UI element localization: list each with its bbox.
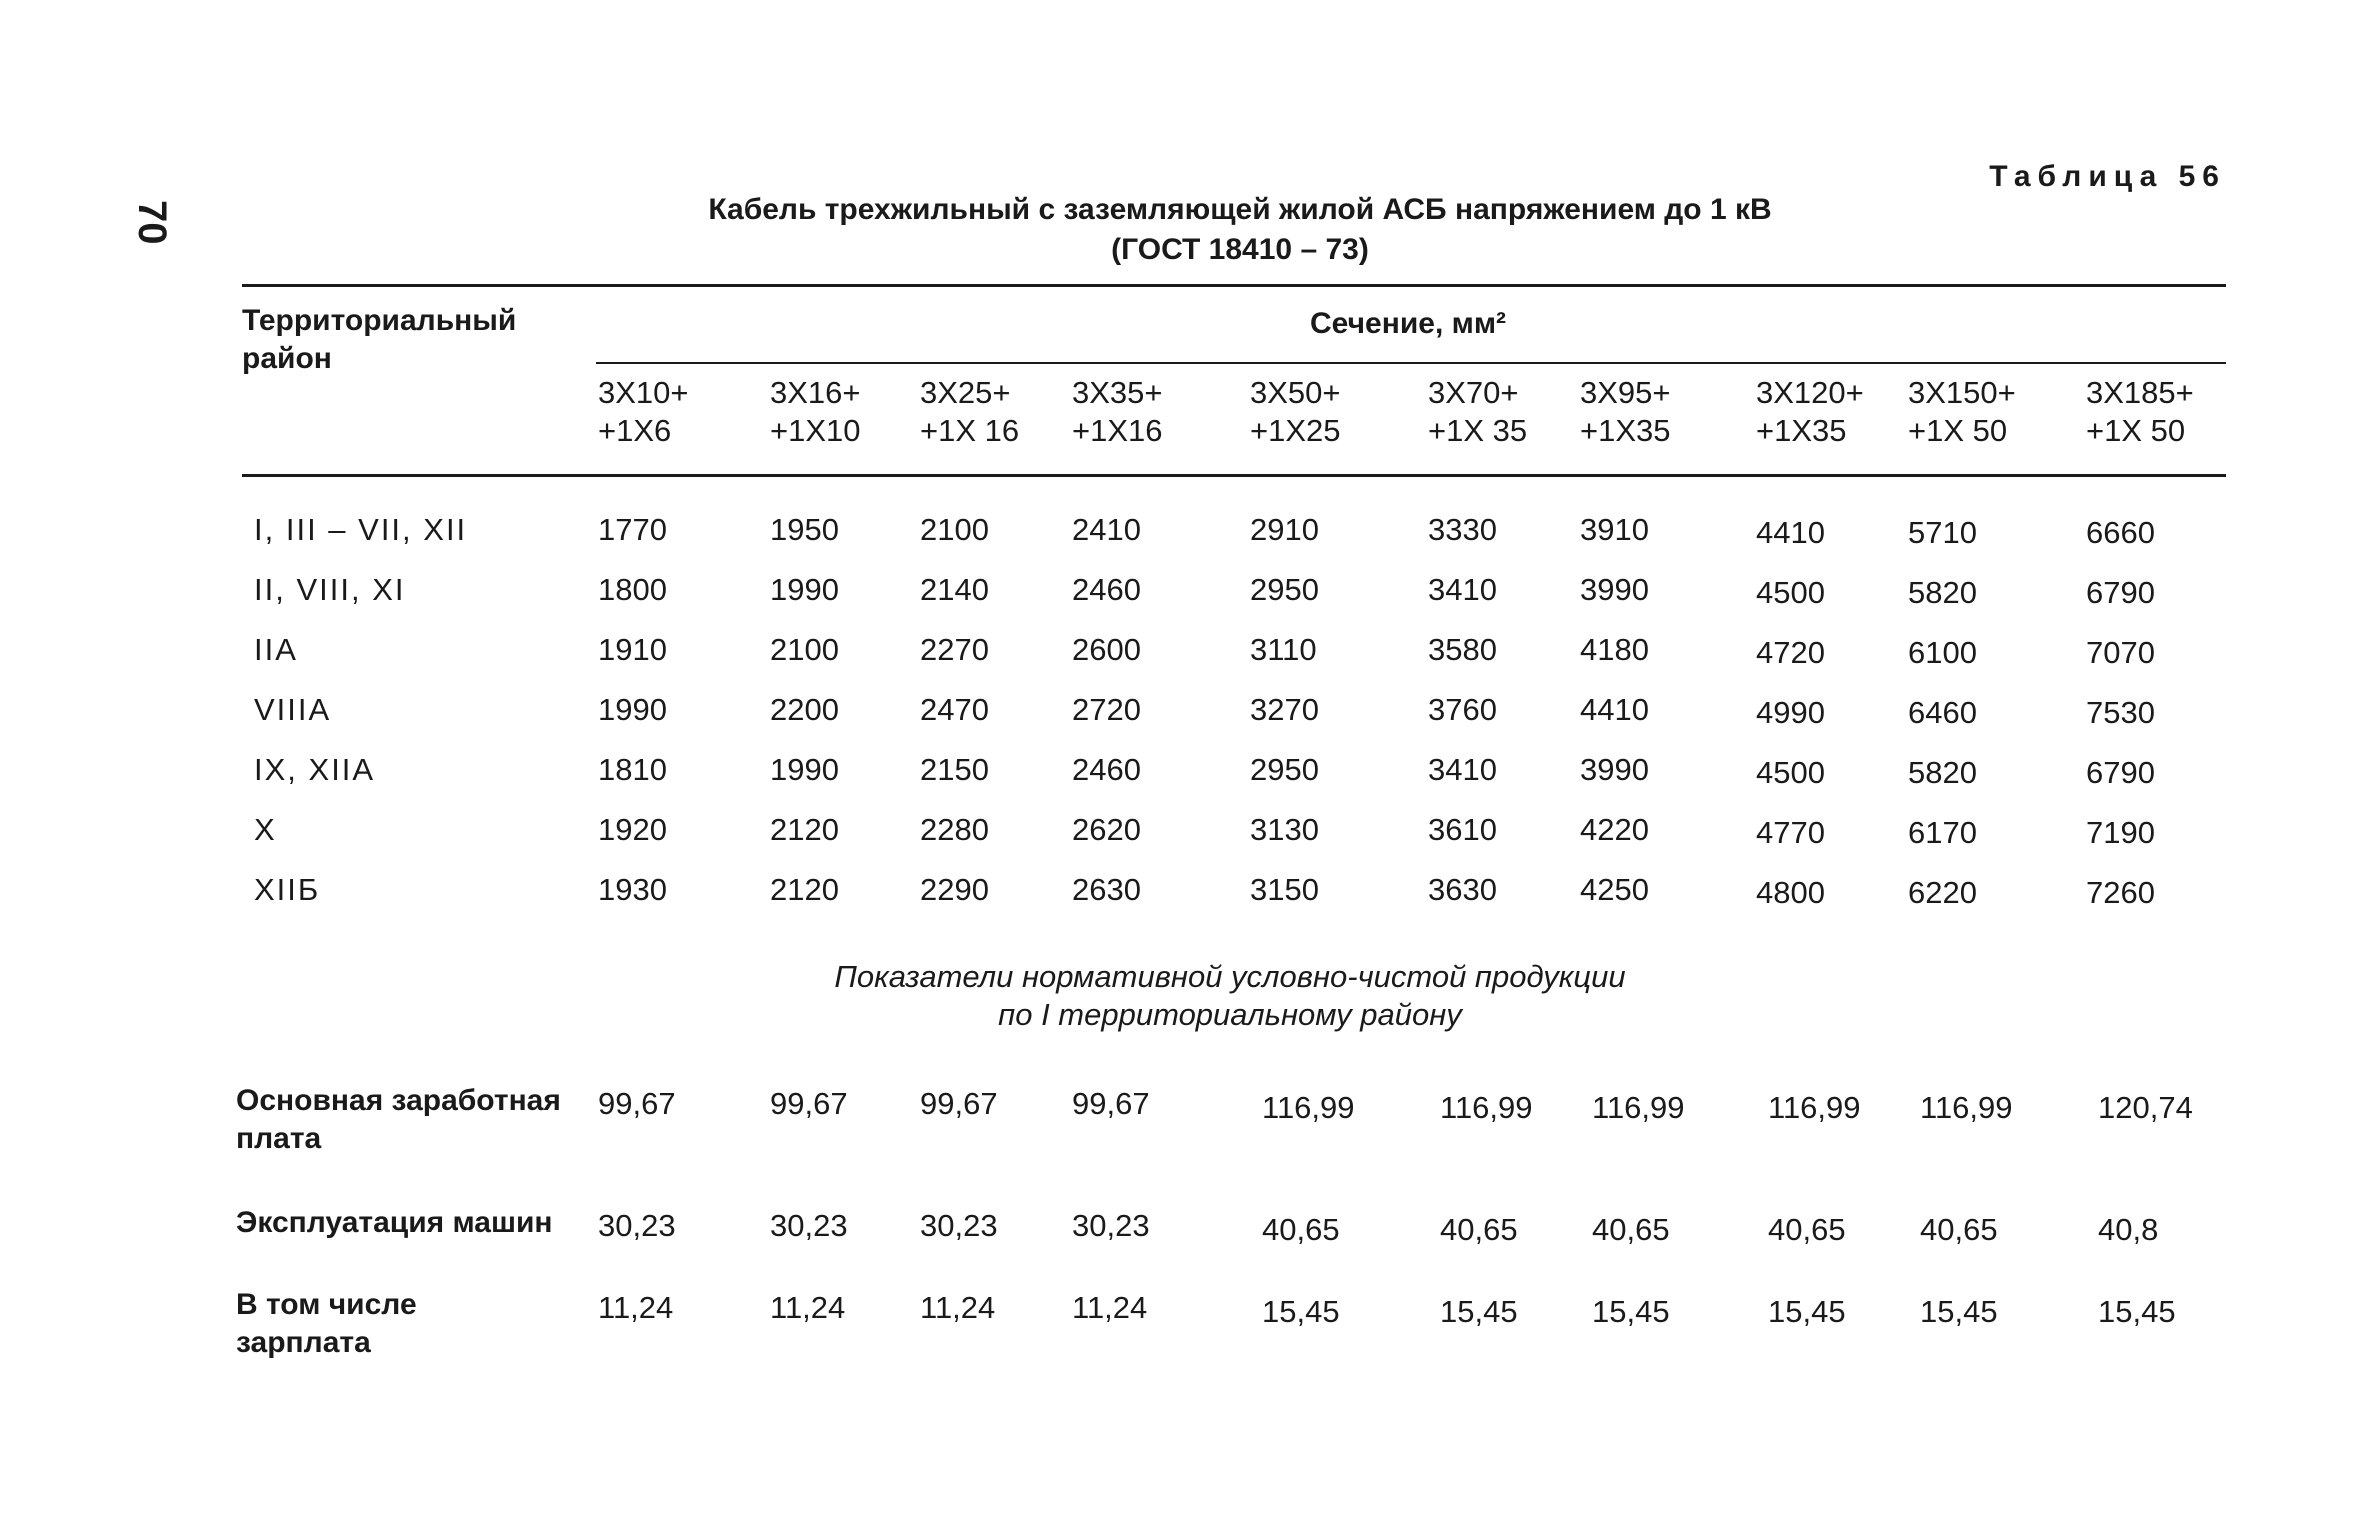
top-rule: [242, 284, 2226, 287]
table-cell: 4250: [1580, 872, 1649, 907]
column-header-line-2: +1Х 50: [1908, 413, 2008, 448]
indicator-cell: 116,99: [1592, 1090, 1685, 1125]
table-cell: 4800: [1756, 875, 1825, 910]
section-header: Сечение, мм²: [1310, 307, 1506, 340]
column-header-line-1: 3Х16+: [770, 375, 861, 410]
subtitle-line-1: Показатели нормативной условно-чистой продукции: [834, 959, 1626, 994]
page-number: 70: [130, 200, 174, 245]
indicator-label-line-2: плата: [236, 1122, 322, 1155]
table-cell: 4500: [1756, 575, 1825, 610]
indicator-cell: 40,65: [1920, 1212, 1998, 1247]
column-header: [1250, 374, 1341, 450]
indicator-cell: 116,99: [1262, 1090, 1355, 1125]
indicator-cell: 30,23: [770, 1208, 848, 1243]
table-cell: 3110: [1250, 632, 1317, 667]
title-line-2: (ГОСТ 18410 – 73): [1111, 233, 1369, 266]
table-cell: 6170: [1908, 815, 1977, 850]
column-header-line-1: 3Х185+: [2086, 375, 2194, 410]
indicator-cell: 120,74: [2098, 1090, 2193, 1125]
column-header-line-2: +1Х 50: [2086, 413, 2186, 448]
column-header-line-1: 3Х120+: [1756, 375, 1864, 410]
column-header: [1756, 374, 1864, 450]
column-header: [770, 374, 861, 450]
subtitle-line-2: по I территориальному району: [998, 997, 1462, 1032]
column-header-line-2: +1Х 35: [1428, 413, 1528, 448]
table-cell: 2950: [1250, 752, 1319, 787]
table-cell: 2270: [920, 632, 989, 667]
table-cell: 1770: [598, 512, 667, 547]
district-header-line-2: район: [242, 342, 332, 375]
table-cell: 3610: [1428, 812, 1497, 847]
table-cell: 3270: [1250, 692, 1319, 727]
table-cell: 7190: [2086, 815, 2155, 850]
table-cell: 2120: [770, 812, 839, 847]
column-header: [920, 374, 1019, 450]
table-cell: 7260: [2086, 875, 2155, 910]
table-cell: 2950: [1250, 572, 1319, 607]
indicator-cell: 30,23: [920, 1208, 998, 1243]
column-header-line-1: 3Х70+: [1428, 375, 1519, 410]
indicator-cell: 99,67: [770, 1086, 848, 1121]
indicator-cell: 40,65: [1262, 1212, 1340, 1247]
table-cell: 1990: [598, 692, 667, 727]
indicator-cell: 15,45: [1262, 1294, 1340, 1329]
column-header: [2086, 374, 2194, 450]
table-cell: 2150: [920, 752, 989, 787]
indicator-label: [236, 1204, 553, 1242]
row-label: X: [254, 812, 277, 847]
column-header-line-1: 3Х150+: [1908, 375, 2016, 410]
column-header: [1428, 374, 1527, 450]
indicator-cell: 116,99: [1768, 1090, 1861, 1125]
indicator-cell: 40,65: [1440, 1212, 1518, 1247]
table-cell: 2620: [1072, 812, 1141, 847]
table-cell: 6790: [2086, 575, 2155, 610]
column-header-line-2: +1Х 16: [920, 413, 1020, 448]
table-cell: 4220: [1580, 812, 1649, 847]
indicator-cell: 11,24: [598, 1290, 674, 1325]
row-label: II, VIII, XI: [254, 572, 406, 607]
table-cell: 4720: [1756, 635, 1825, 670]
table-cell: 7530: [2086, 695, 2155, 730]
table-cell: 3760: [1428, 692, 1497, 727]
table-cell: 4770: [1756, 815, 1825, 850]
indicator-cell: 40,8: [2098, 1212, 2159, 1247]
table-cell: 2120: [770, 872, 839, 907]
section-rule: [596, 362, 2226, 364]
table-cell: 1950: [770, 512, 839, 547]
indicator-cell: 99,67: [920, 1086, 998, 1121]
table-cell: 3410: [1428, 752, 1497, 787]
indicator-cell: 99,67: [1072, 1086, 1150, 1121]
indicator-cell: 15,45: [1768, 1294, 1846, 1329]
table-cell: 1990: [770, 752, 839, 787]
indicator-cell: 116,99: [1920, 1090, 2013, 1125]
row-label: I, III – VII, XII: [254, 512, 468, 547]
table-cell: 2600: [1072, 632, 1141, 667]
indicators-subtitle: [640, 958, 1820, 1034]
table-cell: 2100: [920, 512, 989, 547]
district-header-line-1: Территориальный: [242, 304, 517, 337]
indicator-cell: 99,67: [598, 1086, 676, 1121]
table-cell: 3580: [1428, 632, 1497, 667]
column-header-line-2: +1Х10: [770, 413, 861, 448]
table-cell: 2460: [1072, 752, 1141, 787]
title-line-1: Кабель трехжильный с заземляющей жилой АСБ напряжением до 1 кВ: [708, 193, 1772, 226]
table-cell: 6460: [1908, 695, 1977, 730]
table-cell: 6660: [2086, 515, 2155, 550]
indicator-cell: 40,65: [1592, 1212, 1670, 1247]
table-cell: 2280: [920, 812, 989, 847]
table-cell: 2410: [1072, 512, 1141, 547]
column-header-line-1: 3Х25+: [920, 375, 1011, 410]
table-cell: 2140: [920, 572, 989, 607]
table-cell: 3990: [1580, 752, 1649, 787]
table-cell: 2630: [1072, 872, 1141, 907]
column-header-line-1: 3Х10+: [598, 375, 689, 410]
indicator-label: [236, 1082, 561, 1158]
row-label: IX, XIIА: [254, 752, 376, 787]
column-header-line-1: 3Х95+: [1580, 375, 1671, 410]
table-cell: 3410: [1428, 572, 1497, 607]
indicator-label: [236, 1286, 417, 1362]
indicator-label-line-1: В том числе: [236, 1288, 417, 1321]
column-header-line-2: +1Х25: [1250, 413, 1341, 448]
table-cell: 3630: [1428, 872, 1497, 907]
table-cell: 2100: [770, 632, 839, 667]
table-cell: 4990: [1756, 695, 1825, 730]
column-header: [1580, 374, 1671, 450]
table-cell: 2910: [1250, 512, 1319, 547]
table-cell: 3130: [1250, 812, 1319, 847]
table-cell: 1930: [598, 872, 667, 907]
indicator-cell: 11,24: [770, 1290, 846, 1325]
indicator-cell: 11,24: [920, 1290, 996, 1325]
table-cell: 3330: [1428, 512, 1497, 547]
indicator-cell: 15,45: [1440, 1294, 1518, 1329]
header-bottom-rule: [242, 474, 2226, 477]
row-label: VIIIА: [254, 692, 332, 727]
table-cell: 1920: [598, 812, 667, 847]
table-cell: 6790: [2086, 755, 2155, 790]
table-cell: 2470: [920, 692, 989, 727]
table-cell: 2720: [1072, 692, 1141, 727]
column-header: [598, 374, 689, 450]
table-cell: 6220: [1908, 875, 1977, 910]
table-cell: 6100: [1908, 635, 1977, 670]
table-cell: 7070: [2086, 635, 2155, 670]
table-cell: 3990: [1580, 572, 1649, 607]
indicator-cell: 15,45: [2098, 1294, 2176, 1329]
table-cell: 1800: [598, 572, 667, 607]
table-label: Таблица 56: [1989, 160, 2226, 193]
column-header: [1908, 374, 2016, 450]
indicator-cell: 30,23: [598, 1208, 676, 1243]
table-cell: 3150: [1250, 872, 1319, 907]
table-cell: 2200: [770, 692, 839, 727]
indicator-cell: 15,45: [1592, 1294, 1670, 1329]
table-cell: 1910: [598, 632, 667, 667]
indicator-cell: 15,45: [1920, 1294, 1998, 1329]
table-cell: 4180: [1580, 632, 1649, 667]
district-header: [242, 302, 516, 378]
table-cell: 5820: [1908, 755, 1977, 790]
table-cell: 4500: [1756, 755, 1825, 790]
table-cell: 2460: [1072, 572, 1141, 607]
table-cell: 4410: [1580, 692, 1649, 727]
table-cell: 4410: [1756, 515, 1825, 550]
column-header-line-2: +1Х16: [1072, 413, 1163, 448]
table-cell: 1810: [598, 752, 667, 787]
table-cell: 1990: [770, 572, 839, 607]
column-header-line-1: 3Х35+: [1072, 375, 1163, 410]
column-header-line-2: +1Х6: [598, 413, 672, 448]
indicator-cell: 40,65: [1768, 1212, 1846, 1247]
column-header-line-1: 3Х50+: [1250, 375, 1341, 410]
indicator-cell: 116,99: [1440, 1090, 1533, 1125]
table-cell: 5710: [1908, 515, 1977, 550]
table-cell: 5820: [1908, 575, 1977, 610]
column-header: [1072, 374, 1163, 450]
table-cell: 3910: [1580, 512, 1649, 547]
indicator-cell: 30,23: [1072, 1208, 1150, 1243]
indicator-label-line-1: Основная заработная: [236, 1084, 561, 1117]
column-header-line-2: +1Х35: [1756, 413, 1847, 448]
table-title: [440, 190, 2040, 270]
row-label: IIА: [254, 632, 298, 667]
indicator-cell: 11,24: [1072, 1290, 1148, 1325]
row-label: XIIБ: [254, 872, 321, 907]
indicator-label-line-1: Эксплуатация машин: [236, 1206, 553, 1239]
indicator-label-line-2: зарплата: [236, 1326, 371, 1359]
table-cell: 2290: [920, 872, 989, 907]
column-header-line-2: +1Х35: [1580, 413, 1671, 448]
